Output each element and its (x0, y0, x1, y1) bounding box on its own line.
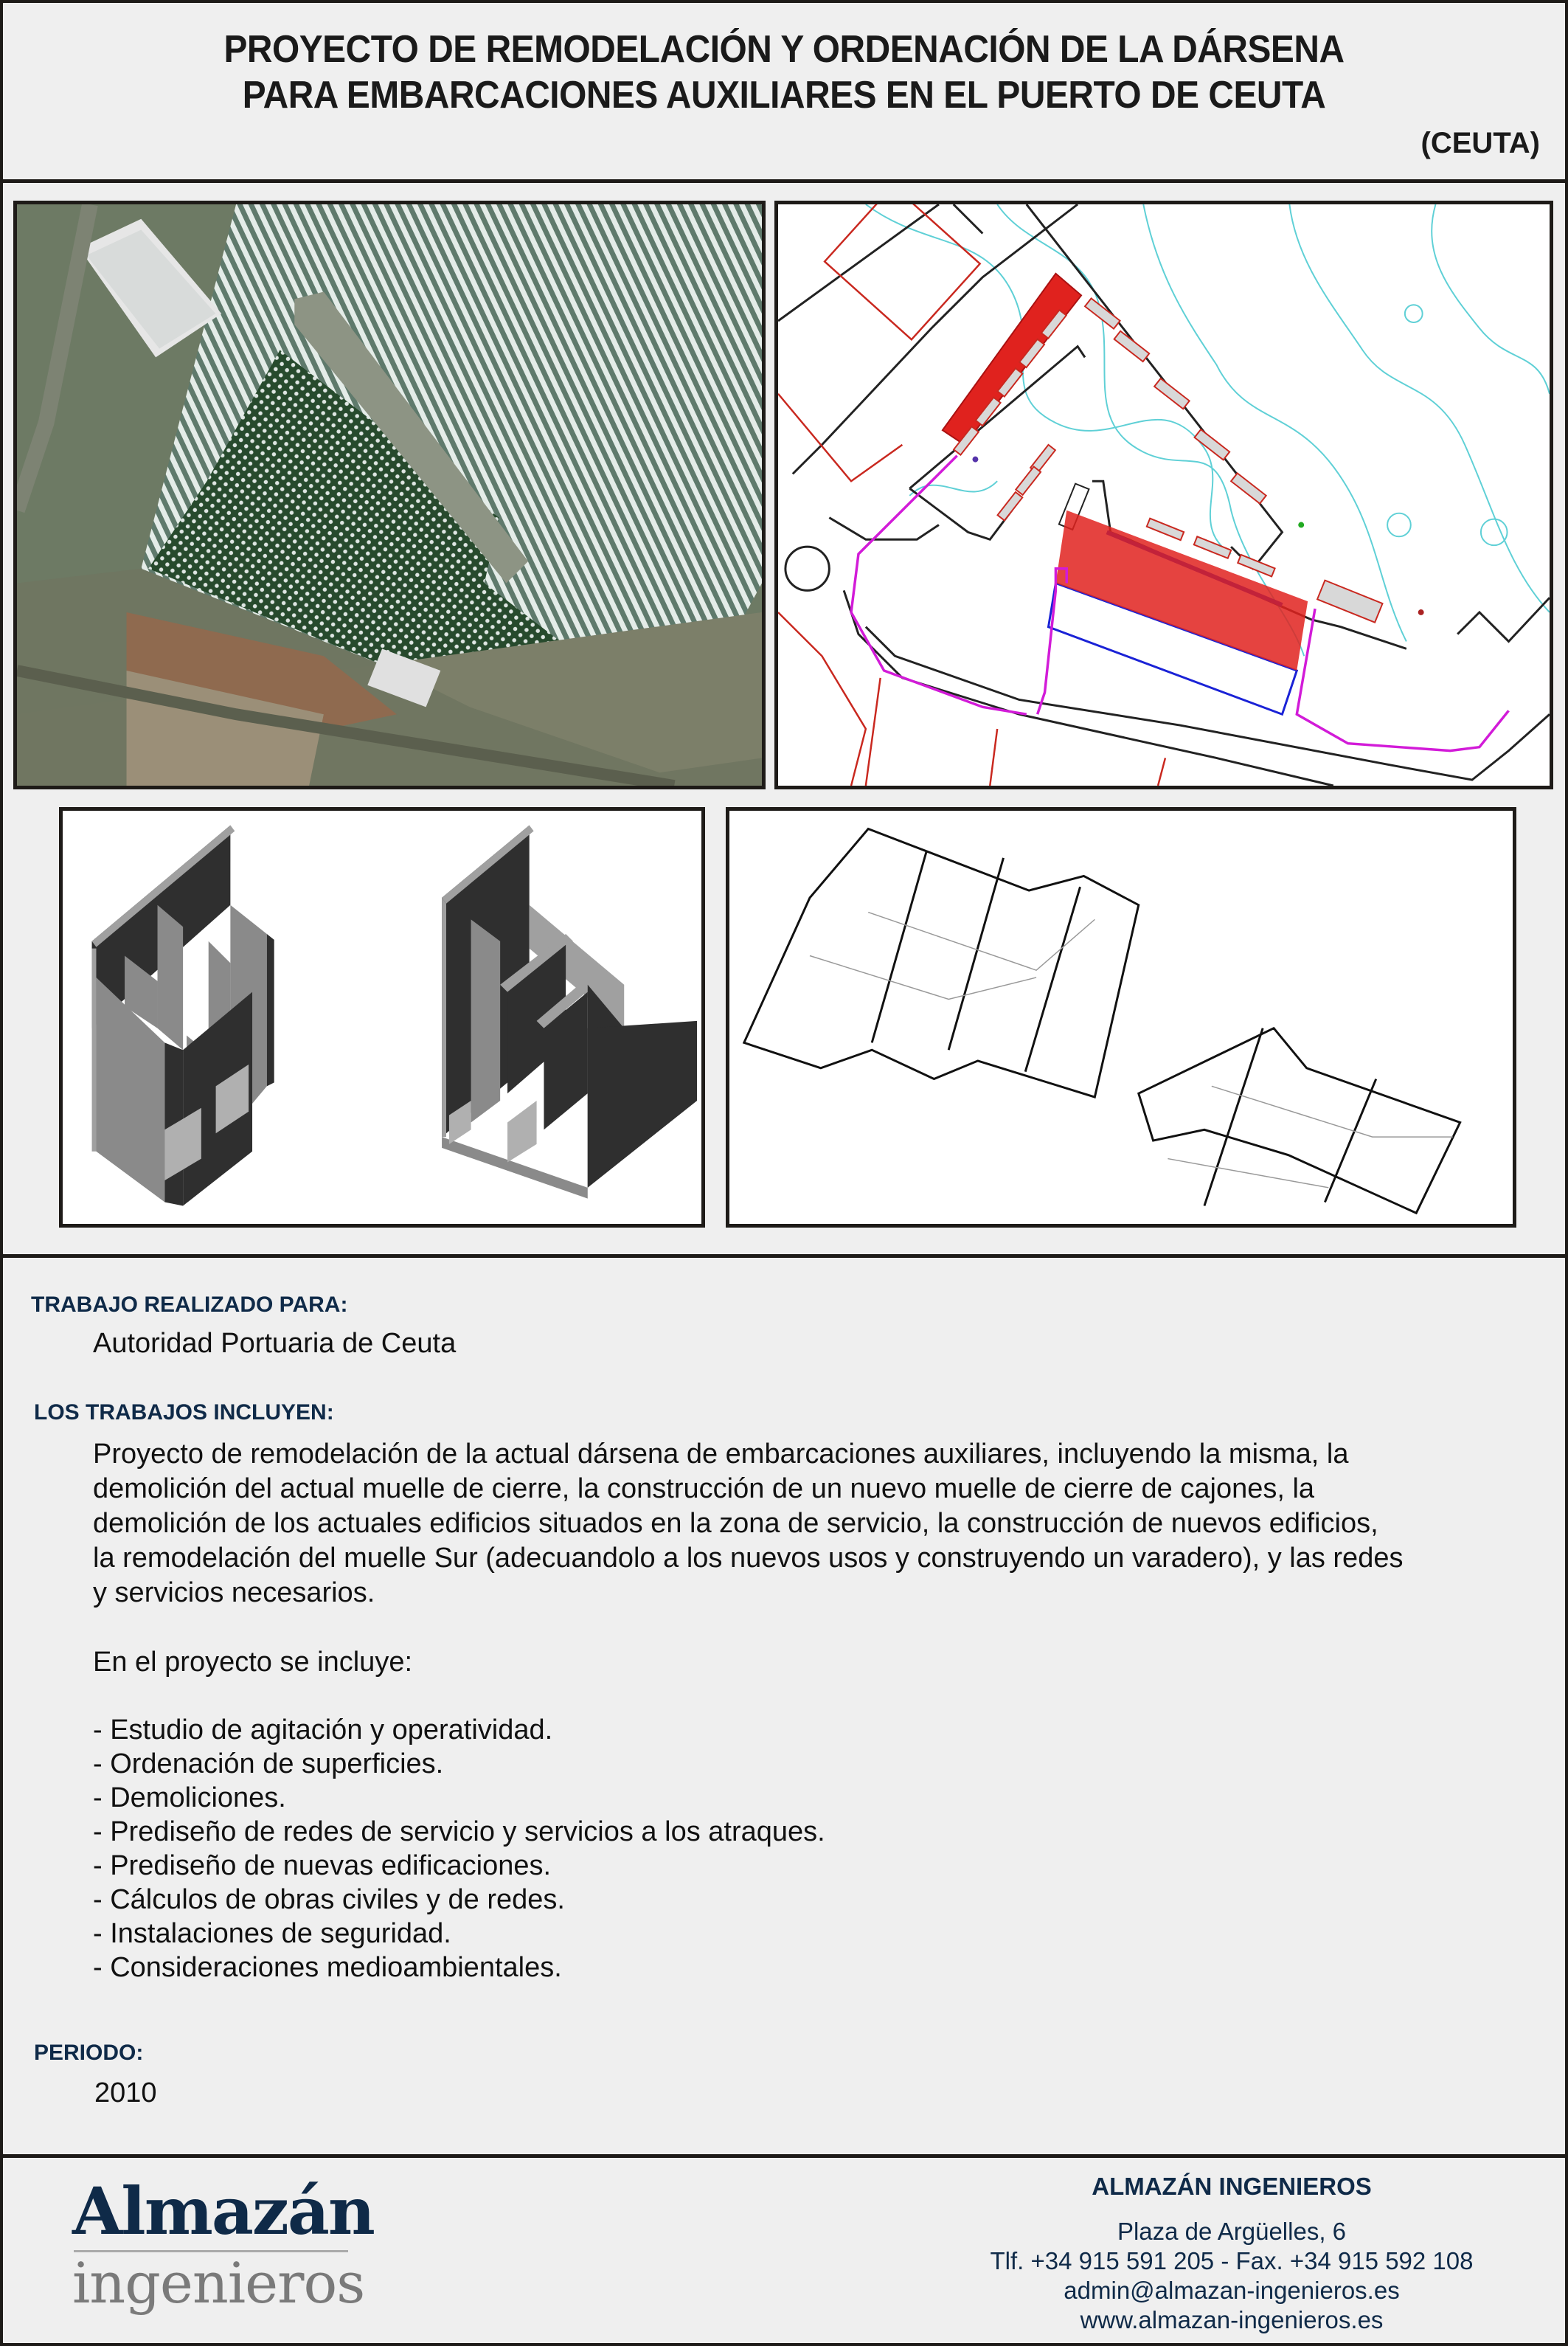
list-item: - Cálculos de obras civiles y de redes. (93, 1884, 565, 1915)
scope-paragraph (93, 1437, 1531, 1610)
site-plan (774, 201, 1553, 789)
scope-label: LOS TRABAJOS INCLUYEN: (34, 1400, 334, 1425)
website-link[interactable]: www.almazan-ingenieros.es (1080, 2306, 1384, 2333)
email-link[interactable]: admin@almazan-ingenieros.es (1064, 2277, 1400, 2304)
phone-fax: Tlf. +34 915 591 205 - Fax. +34 915 592 108 (990, 2247, 1474, 2274)
scope-intro: En el proyecto se incluye: (93, 1647, 413, 1678)
scope-items-list (93, 1713, 825, 1985)
images-divider (0, 1254, 1568, 1258)
caisson-solid-image (63, 811, 701, 1224)
region-label: (CEUTA) (1420, 127, 1540, 159)
caisson-solid-render (59, 807, 705, 1228)
title-line-2: PARA EMBARCACIONES AUXILIARES EN EL PUERTO DE CEUTA (242, 74, 1326, 117)
list-item: - Consideraciones medioambientales. (93, 1952, 562, 1983)
list-item: - Estudio de agitación y operatividad. (93, 1714, 553, 1745)
logo-wordmark-ingenieros: ingenieros (72, 2250, 365, 2316)
aerial-photo (13, 201, 766, 789)
list-item: - Instalaciones de seguridad. (93, 1918, 451, 1949)
list-item: - Prediseño de nuevas edificaciones. (93, 1850, 552, 1881)
client-value: Autoridad Portuaria de Ceuta (93, 1328, 457, 1359)
caisson-wireframe-image (729, 811, 1513, 1224)
scope-line: demolición del actual muelle de cierre, la construcción de un nuevo muelle de cierre de cajones, la (93, 1473, 1315, 1504)
list-item: - Prediseño de redes de servicio y servicios a los atraques. (93, 1816, 825, 1847)
caisson-wireframe (726, 807, 1516, 1228)
period-label: PERIODO: (34, 2041, 144, 2065)
logo-wordmark-almazan: Almazán (72, 2173, 374, 2249)
list-item: - Ordenación de superficies. (93, 1748, 444, 1779)
company-name: ALMAZÁN INGENIEROS (1092, 2173, 1372, 2200)
scope-line: Proyecto de remodelación de la actual dársena de embarcaciones auxiliares, incluyendo la misma, la (93, 1439, 1349, 1470)
footer-divider (0, 2154, 1568, 2158)
aerial-photo-image (17, 204, 762, 786)
site-plan-image (778, 204, 1550, 786)
title-line-1: PROYECTO DE REMODELACIÓN Y ORDENACIÓN DE LA DÁRSENA (223, 28, 1345, 71)
scope-line: demolición de los actuales edificios situados en la zona de servicio, la construcción de nuevos edificios, (93, 1508, 1378, 1539)
address: Plaza de Argüelles, 6 (1117, 2218, 1347, 2245)
scope-line: la remodelación del muelle Sur (adecuandolo a los nuevos usos y construyendo un varadero), y las redes (93, 1543, 1404, 1574)
client-label: TRABAJO REALIZADO PARA: (31, 1293, 348, 1317)
contact-block (915, 2173, 1549, 2335)
period-value: 2010 (94, 2077, 157, 2108)
header-divider (0, 179, 1568, 183)
scope-line: y servicios necesarios. (93, 1577, 375, 1608)
list-item: - Demoliciones. (93, 1782, 286, 1813)
page-title (0, 27, 1568, 118)
